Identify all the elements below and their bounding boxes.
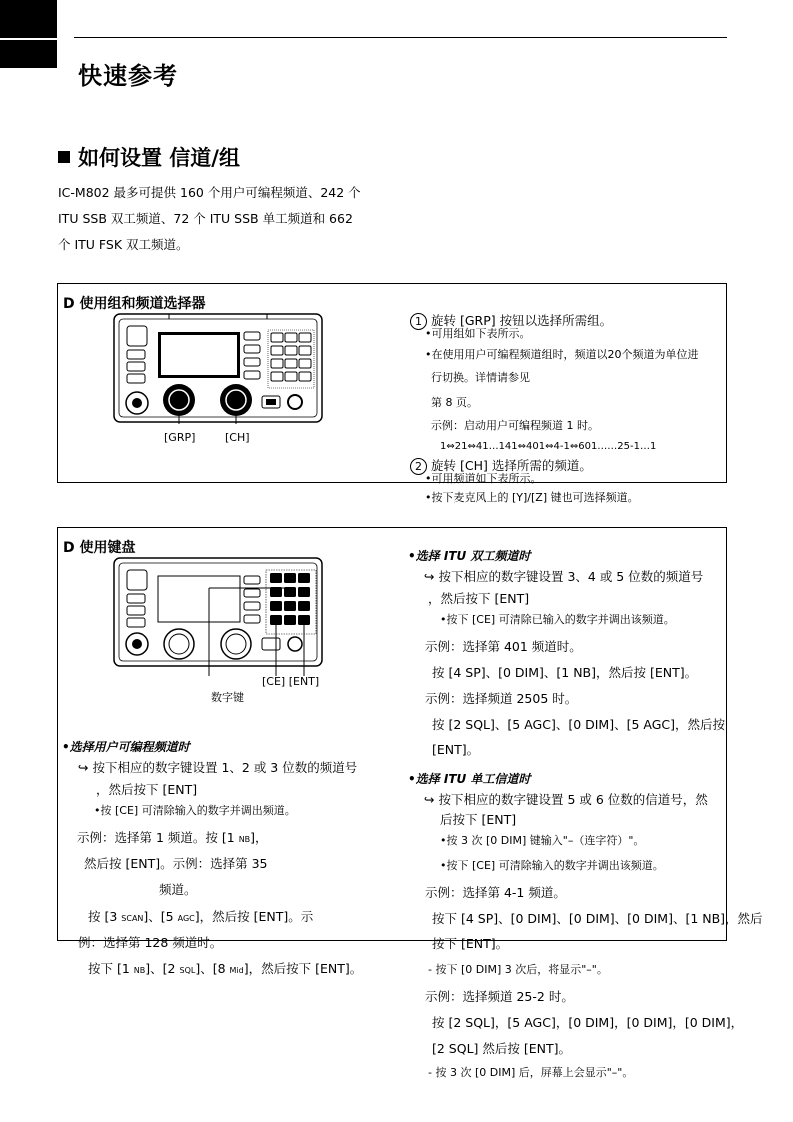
ch-label: [CH]	[225, 431, 250, 444]
itu-duplex-note: •按下 [CE] 可清除已输入的数字并调出该频道。	[440, 613, 675, 626]
itu-simplex-ex2-keys2: [2 SQL] 然后按 [ENT]。	[432, 1041, 572, 1056]
itu-simplex-ex1-end: 按下 [ENT]。	[432, 936, 509, 951]
user-instr-line1	[78, 758, 357, 776]
step-number-badge: 2	[410, 458, 427, 475]
group-sequence: 1⇔21⇔41…141⇔401⇔4-1⇔601……25-1…1	[440, 441, 657, 452]
intro-line: 个 ITU FSK 双工频道。	[58, 237, 189, 252]
user-instr1: 按下相应的数字键设置 1、2 或 3 位数的频道号	[92, 760, 358, 775]
itu-duplex-ex2-end: [ENT]。	[432, 742, 480, 757]
step1-text: 旋转 [GRP] 按钮以选择所需组。	[431, 313, 613, 328]
step1-note: 行切换。详情请参见	[431, 371, 530, 384]
user-channel-heading: •选择用户可编程频道时	[62, 740, 190, 754]
header-rule	[74, 37, 727, 38]
arrow-icon: ↪	[424, 792, 435, 807]
grp-label: [GRP]	[164, 431, 196, 444]
key-sub-label: NB	[238, 835, 251, 844]
itu-duplex-instr2: ，然后按下 [ENT]	[428, 591, 530, 606]
user-ex1a-end: ]，	[250, 830, 268, 845]
itu-simplex-ex2-keys: 按 [2 SQL]，[5 AGC]，[0 DIM]，[0 DIM]，[0 DIM]，	[432, 1015, 744, 1030]
ex-part: 按下 [1	[88, 961, 130, 976]
user-example3	[88, 959, 362, 977]
itu-simplex-ex1-note: - 按下 [0 DIM] 3 次后，将显示"–"。	[428, 963, 608, 976]
ex-part: ]，然后按下 [ENT]。	[243, 961, 363, 976]
key-sub-label: NB	[133, 966, 146, 975]
section-heading	[58, 142, 240, 172]
itu-simplex-ex2-note: - 按 3 次 [0 DIM] 后，屏幕上会显示"–"。	[428, 1066, 634, 1079]
step1-note: 示例：启动用户可编程频道 1 时。	[431, 419, 599, 432]
itu-duplex-ex1-keys: 按 [4 SP]、[0 DIM]、[1 NB]，然后按 [ENT]。	[432, 665, 698, 680]
key-sub-label: AGC	[177, 914, 195, 923]
step1-note: •可用组如下表所示。	[425, 327, 531, 340]
chapter-tab-divider	[0, 38, 57, 40]
itu-simplex-note2: •按下 [CE] 可清除输入的数字并调出该频道。	[440, 859, 664, 872]
itu-simplex-ex1-keys: 按下 [4 SP]、[0 DIM]、[0 DIM]、[0 DIM]、[1 NB]，然后	[432, 911, 763, 926]
step2-text: 旋转 [CH] 选择所需的频道。	[431, 458, 592, 473]
intro-line: IC-M802 最多可提供 160 个用户可编程频道、242 个	[58, 185, 361, 200]
key-sub-label: SCAN	[121, 914, 144, 923]
page-title: 快速参考	[78, 62, 178, 90]
itu-simplex-instr2: 后按下 [ENT]	[440, 812, 517, 827]
square-bullet-icon	[58, 151, 70, 163]
step1-note: •在使用用户可编程频道组时，频道以20个频道为单位进	[425, 348, 699, 361]
user-example1	[77, 828, 268, 846]
keypad-label: 数字键	[211, 691, 244, 704]
itu-simplex-ex1: 示例：选择第 4-1 频道。	[425, 885, 566, 900]
key-sub-label: Mid	[229, 966, 244, 975]
ex-part: ]，然后按 [ENT]。示	[194, 909, 314, 924]
itu-simplex-heading: •选择 ITU 单工信道时	[408, 772, 531, 786]
itu-duplex-ex2-keys: 按 [2 SQL]、[5 AGC]、[0 DIM]、[5 AGC]，然后按	[432, 717, 726, 732]
itu-duplex-ex2: 示例：选择频道 2505 时。	[425, 691, 578, 706]
step2-note: •按下麦克风上的 [Y]/[Z] 键也可选择频道。	[425, 491, 639, 504]
chapter-tab	[0, 0, 57, 68]
intro-line: ITU SSB 双工频道、72 个 ITU SSB 单工频道和 662	[58, 211, 353, 226]
user-ex1b: 然后按 [ENT]。示例：选择第 35	[84, 856, 268, 871]
user-ex1c: 频道。	[159, 882, 197, 897]
ex-part: 按 [3	[88, 909, 118, 924]
itu-simplex-instr1: 按下相应的数字键设置 5 或 6 位数的信道号，然	[438, 792, 708, 807]
radio-panel-illustration-2	[112, 556, 327, 691]
step2-note: •可用频道如下表所示。	[425, 472, 542, 485]
user-ex1a: 示例：选择第 1 频道。按 [1	[77, 830, 235, 845]
itu-duplex-instr-line1	[424, 567, 703, 585]
itu-simplex-note1: •按 3 次 [0 DIM] 键输入"–（连字符）"。	[440, 834, 645, 847]
user-note: •按 [CE] 可清除输入的数字并调出频道。	[94, 804, 296, 817]
step-number-badge: 1	[410, 313, 427, 330]
ex-part: ]、[5	[143, 909, 174, 924]
itu-simplex-ex2: 示例：选择频道 25-2 时。	[425, 989, 574, 1004]
ex-part: ]、[2	[145, 961, 176, 976]
box2-title: D 使用键盘	[63, 540, 136, 556]
section-heading-text: 如何设置 信道/组	[78, 146, 240, 170]
itu-simplex-instr-line1	[424, 790, 708, 808]
itu-duplex-ex1: 示例：选择第 401 频道时。	[425, 639, 582, 654]
radio-panel-illustration-1	[112, 312, 327, 447]
ex-part: ]、[8	[195, 961, 226, 976]
arrow-icon: ↪	[78, 760, 89, 775]
intro-paragraph	[58, 180, 388, 258]
step1-note: 第 8 页。	[431, 396, 478, 409]
key-sub-label: SQL	[179, 966, 196, 975]
user-example2	[88, 907, 313, 925]
ce-ent-label: [CE] [ENT]	[262, 675, 320, 688]
box1-title: D 使用组和频道选择器	[63, 296, 206, 312]
arrow-icon: ↪	[424, 569, 435, 584]
itu-duplex-heading: •选择 ITU 双工频道时	[408, 549, 531, 563]
user-instr2: ，然后按下 [ENT]	[96, 782, 198, 797]
user-ex2b: 例：选择第 128 频道时。	[78, 935, 223, 950]
itu-duplex-instr1: 按下相应的数字键设置 3、4 或 5 位数的频道号	[438, 569, 704, 584]
